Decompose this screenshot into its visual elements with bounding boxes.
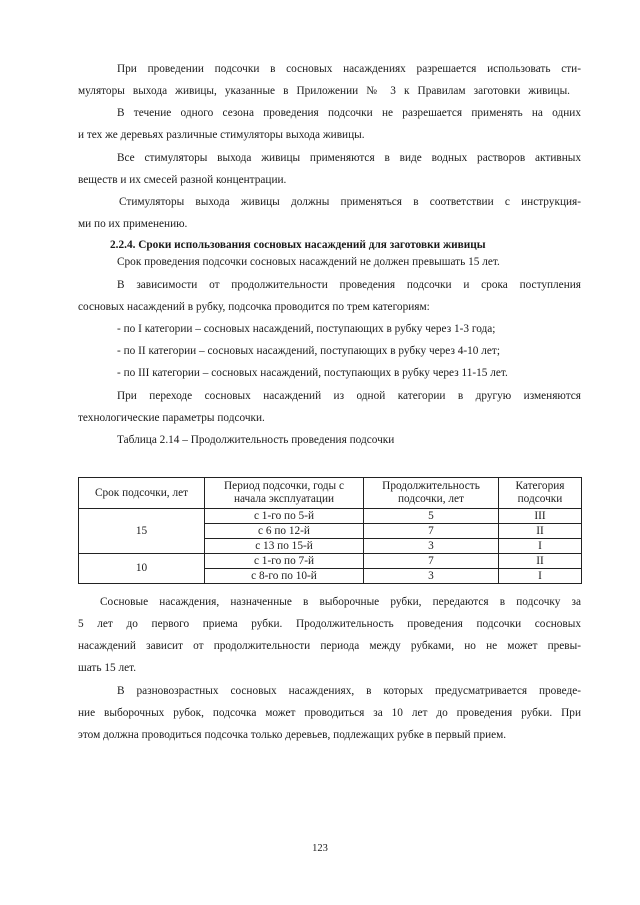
period-cell: с 13 по 15-й — [205, 539, 364, 554]
text-line: сосновых насаждений в рубку, подсочка проводится по трем категориям: — [78, 301, 430, 313]
text-line: насаждений зависит от продолжительности периода между рубками, но не может превы- — [78, 640, 581, 652]
text-line: При проведении подсочки в сосновых насаждениях разрешается использовать сти- — [117, 63, 581, 75]
text-line: этом должна проводиться подсочка только деревьев, подлежащих рубке в первый прием. — [78, 729, 507, 741]
page-number: 123 — [312, 843, 328, 854]
duration-cell: 3 — [364, 569, 499, 584]
list-item: - по I категории – сосновых насаждений, поступающих в рубку через 1-3 года; — [117, 323, 496, 335]
header-duration: Продолжительность подсочки, лет — [364, 478, 499, 509]
table-caption: Таблица 2.14 – Продолжительность проведения подсочки — [117, 434, 395, 446]
text-line: Сосновые насаждения, назначенные в выборочные рубки, передаются в подсочку за — [100, 596, 581, 608]
text-line: ми по их применению. — [78, 218, 188, 230]
section-heading: 2.2.4. Сроки использования сосновых насаждений для заготовки живицы — [110, 239, 486, 251]
list-item: - по II категории – сосновых насаждений, поступающих в рубку через 4-10 лет; — [117, 345, 500, 357]
category-cell: II — [499, 554, 582, 569]
table-row — [79, 509, 582, 524]
category-cell: II — [499, 524, 582, 539]
text-line: 5 лет до первого приема рубки. Продолжительность проведения подсочки сосновых — [78, 618, 581, 630]
duration-cell: 3 — [364, 539, 499, 554]
header-term: Срок подсочки, лет — [79, 478, 205, 509]
text-line: и тех же деревьях различные стимуляторы выхода живицы. — [78, 129, 365, 141]
text-line: В зависимости от продолжительности проведения подсочки и срока поступления — [117, 279, 581, 291]
table-header-row — [79, 478, 582, 509]
duration-table — [78, 477, 582, 584]
period-cell: с 1-го по 5-й — [205, 509, 364, 524]
duration-cell: 7 — [364, 524, 499, 539]
duration-cell: 7 — [364, 554, 499, 569]
duration-cell: 5 — [364, 509, 499, 524]
header-period: Период подсочки, годы с начала эксплуатации — [205, 478, 364, 509]
category-cell: I — [499, 539, 582, 554]
text-line: технологические параметры подсочки. — [78, 412, 265, 424]
text-line: В разновозрастных сосновых насаждениях, в которых предусматривается проведе- — [117, 685, 581, 697]
text-line: Срок проведения подсочки сосновых насаждений не должен превышать 15 лет. — [117, 256, 500, 268]
category-cell: III — [499, 509, 582, 524]
category-cell: I — [499, 569, 582, 584]
text-line: веществ и их смесей разной концентрации. — [78, 174, 287, 186]
header-category: Категория подсочки — [499, 478, 582, 509]
text-line: В течение одного сезона проведения подсочки не разрешается применять на одних — [117, 107, 581, 119]
text-line: ние выборочных рубок, подсочка может проводиться за 10 лет до проведения рубки. При — [78, 707, 581, 719]
term-cell: 15 — [79, 509, 205, 554]
table-row — [79, 554, 582, 569]
text-line: муляторы выхода живицы, указанные в Приложении № 3 к Правилам заготовки живицы. — [78, 85, 570, 97]
text-line: Все стимуляторы выхода живицы применяются в виде водных растворов активных — [117, 152, 581, 164]
text-line: При переходе сосновых насаждений из одной категории в другую изменяются — [117, 390, 581, 402]
term-cell: 10 — [79, 554, 205, 584]
period-cell: с 6 по 12-й — [205, 524, 364, 539]
text-line: шать 15 лет. — [78, 662, 137, 674]
list-item: - по III категории – сосновых насаждений, поступающих в рубку через 11-15 лет. — [117, 367, 508, 379]
text-line: Стимуляторы выхода живицы должны применяться в соответствии с инструкция- — [119, 196, 581, 208]
period-cell: с 1-го по 7-й — [205, 554, 364, 569]
period-cell: с 8-го по 10-й — [205, 569, 364, 584]
